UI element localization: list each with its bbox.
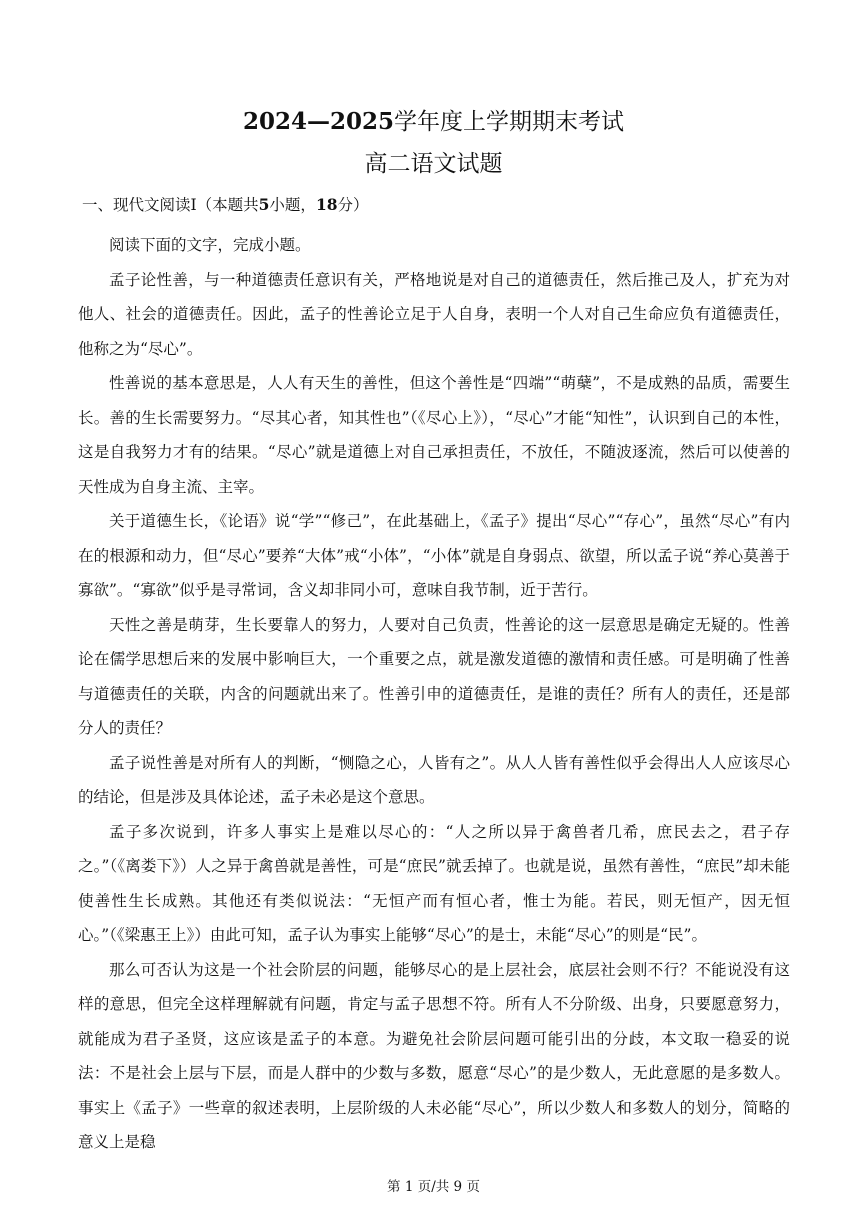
passage-paragraph: 孟子多次说到，许多人事实上是难以尽心的：“人之所以异于禽兽者几希，庶民去之，君子存之。”（《离娄下》）人之异于禽兽就是善性，可是“庶民”就丢掉了。也就是说，虽然有善性，“庶民”却未能使善性生长成熟。其他还有类似说法：“无恒产而有恒心者，惟士为能。若民，则无恒产，因无恒心。”（《梁惠王上》）由此可知，孟子认为事实上能够“尽心”的是士，未能“尽心”的则是“民”。 (78, 822, 790, 944)
reading-passage (78, 228, 790, 1160)
exam-title-text: 学年度上学期期末考试 (394, 109, 625, 135)
passage-paragraph: 孟子论性善，与一种道德责任意识有关，严格地说是对自己的道德责任，然后推己及人，扩充为对他人、社会的道德责任。因此，孟子的性善论立足于人自身，表明一个人对自己生命应负有道德责任，他称之为“尽心”。 (78, 270, 790, 358)
section-score: 18 (315, 195, 338, 214)
passage-paragraph: 性善说的基本意思是，人人有天生的善性，但这个善性是“四端”“萌蘖”，不是成熟的品质，需要生长。善的生长需要努力。“尽其心者，知其性也”（《尽心上》），“尽心”才能“知性”，认识到自己的本性，这是自我努力才有的结果。“尽心”就是道德上对自己承担责任，不放任，不随波逐流，然后可以使善的天性成为自身主流、主宰。 (78, 374, 790, 496)
section-heading-suffix: 分） (337, 196, 369, 214)
exam-title (0, 107, 867, 137)
section-heading-middle: 小题， (269, 196, 316, 214)
passage-paragraph: 那么可否认为这是一个社会阶层的问题，能够尽心的是上层社会，底层社会则不行？不能说没有这样的意思，但完全这样理解就有问题，肯定与孟子思想不符。所有人不分阶级、出身，只要愿意努力，就能成为君子圣贤，这应该是孟子的本意。为避免社会阶层问题可能引出的分歧，本文取一稳妥的说法：不是社会上层与下层，而是人群中的少数与多数，愿意“尽心”的是少数人，无此意愿的是多数人。事实上《孟子》一些章的叙述表明，上层阶级的人未必能“尽心”，所以少数人和多数人的划分，简略的意义上是稳 (78, 960, 790, 1151)
instruction-paragraph: 阅读下面的文字，完成小题。 (109, 236, 311, 254)
section-heading (82, 194, 369, 216)
passage-paragraph: 关于道德生长，《论语》说“学”“修己”，在此基础上，《孟子》提出“尽心”“存心”，虽然“尽心”有内在的根源和动力，但“尽心”要养“大体”戒“小体”，“小体”就是自身弱点、欲望，所以孟子说“养心莫善于寡欲”。“寡欲”似乎是寻常词，含义却非同小可，意味自我节制，近于苦行。 (78, 512, 790, 599)
passage-paragraph: 天性之善是萌芽，生长要靠人的努力，人要对自己负责，性善论的这一层意思是确定无疑的。性善论在儒学思想后来的发展中影响巨大，一个重要之点，就是激发道德的激情和责任感。可是明确了性善与道德责任的关联，内含的问题就出来了。性善引申的道德责任，是谁的责任？所有人的责任，还是部分人的责任？ (78, 615, 790, 737)
exam-subtitle: 高二语文试题 (364, 151, 503, 177)
question-count: 5 (258, 195, 270, 214)
page-number: 第 1 页/共 9 页 (387, 1179, 480, 1195)
passage-paragraph: 孟子说性善是对所有人的判断，“恻隐之心，人皆有之”。从人人皆有善性似乎会得出人人应该尽心的结论，但是涉及具体论述，孟子未必是这个意思。 (78, 753, 790, 806)
exam-year: 2024—2025 (242, 108, 395, 135)
section-heading-prefix: 一、现代文阅读Ⅰ（本题共 (82, 196, 259, 214)
